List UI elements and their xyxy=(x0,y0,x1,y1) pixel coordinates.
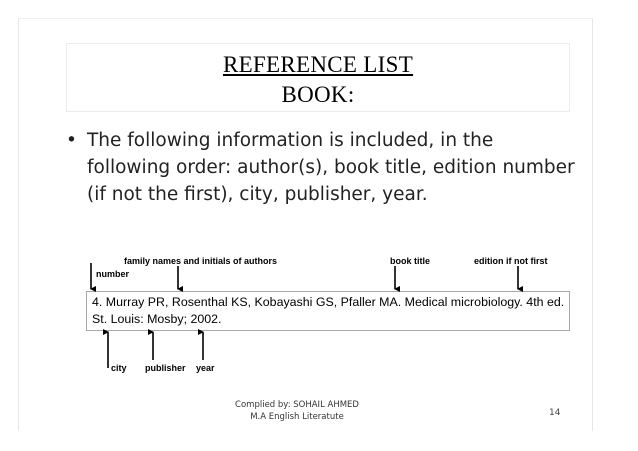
reference-line-2: St. Louis: Mosby; 2002. xyxy=(92,312,222,326)
footer-author: Complied by: SOHAIL AHMED xyxy=(235,400,359,410)
label-year: year xyxy=(196,363,215,373)
footer-credit xyxy=(233,399,361,423)
bullet-symbol: • xyxy=(66,130,77,151)
footer-degree: M.A English Literatute xyxy=(250,412,344,422)
label-book-title: book title xyxy=(390,256,430,266)
bullet-text: The following information is included, in the following order: author(s), book title, edition number (if not the first), city, publisher, year. xyxy=(87,130,575,205)
page-number: 14 xyxy=(549,408,561,418)
label-city: city xyxy=(111,363,127,373)
reference-line-1: 4. Murray PR, Rosenthal KS, Kobayashi GS, Pfaller MA. Medical microbiology. 4th ed. xyxy=(92,295,565,309)
label-publisher: publisher xyxy=(145,363,186,373)
slide-title: REFERENCE LIST xyxy=(222,52,414,77)
label-authors: family names and initials of authors xyxy=(124,256,278,266)
label-edition: edition if not first xyxy=(474,256,548,266)
label-number: number xyxy=(96,269,130,279)
slide-subtitle: BOOK: xyxy=(281,82,355,107)
